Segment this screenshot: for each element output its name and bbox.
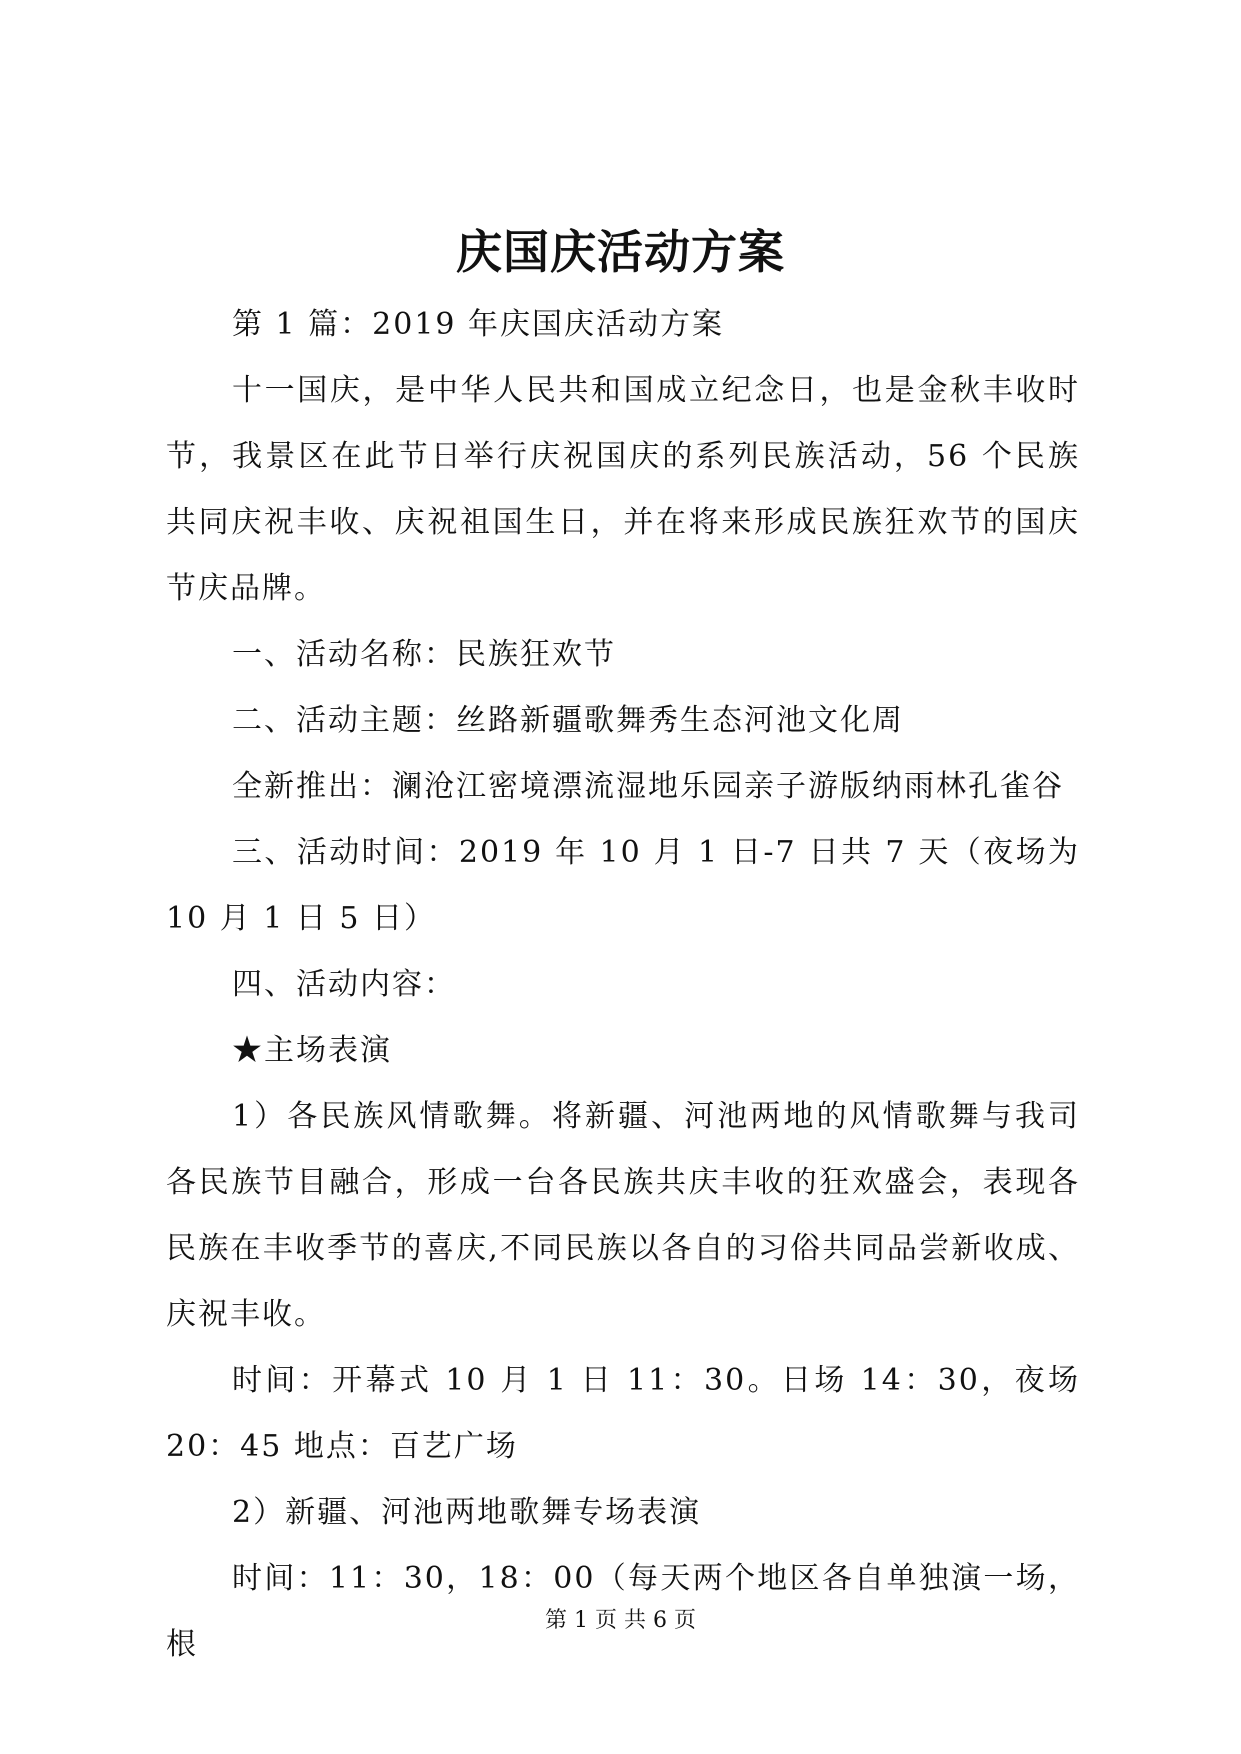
document-body (166, 292, 1080, 1678)
paragraph-special-performance: 2）新疆、河池两地歌舞专场表演 (232, 1495, 702, 1530)
paragraph-activity-time: 三、活动时间：2019 年 10 月 1 日-7 日共 7 天（夜场为 10 月 1 日 5 日） (166, 835, 1080, 936)
document-title: 庆国庆活动方案 (456, 225, 785, 279)
paragraph-ethnic-dance: 1）各民族风情歌舞。将新疆、河池两地的风情歌舞与我司各民族节目融合，形成一台各民族共庆丰收的狂欢盛会，表现各民族在丰收季节的喜庆,不同民族以各自的习俗共同品尝新收成、庆祝丰收。 (166, 1099, 1080, 1332)
paragraph-activity-name: 一、活动名称：民族狂欢节 (232, 637, 616, 672)
page-footer: 第 1 页 共 6 页 (545, 1608, 696, 1633)
paragraph-schedule-location: 时间：开幕式 10 月 1 日 11：30。日场 14：30，夜场 20：45 地点：百艺广场 (166, 1363, 1080, 1464)
paragraph-activity-content: 四、活动内容： (232, 967, 456, 1002)
paragraph-new-launch: 全新推出：澜沧江密境漂流湿地乐园亲子游版纳雨林孔雀谷 (232, 769, 1064, 804)
paragraph-main-performance: ★主场表演 (232, 1033, 392, 1068)
paragraph-performance-time: 时间：11：30，18：00（每天两个地区各自单独演一场，根 (166, 1561, 1080, 1662)
paragraph-intro: 十一国庆，是中华人民共和国成立纪念日，也是金秋丰收时节，我景区在此节日举行庆祝国庆的系列民族活动，56 个民族共同庆祝丰收、庆祝祖国生日，并在将来形成民族狂欢节的国庆节庆品牌。 (166, 373, 1080, 606)
paragraph-activity-theme: 二、活动主题：丝路新疆歌舞秀生态河池文化周 (232, 703, 904, 738)
paragraph-section-heading: 第 1 篇：2019 年庆国庆活动方案 (232, 307, 725, 342)
